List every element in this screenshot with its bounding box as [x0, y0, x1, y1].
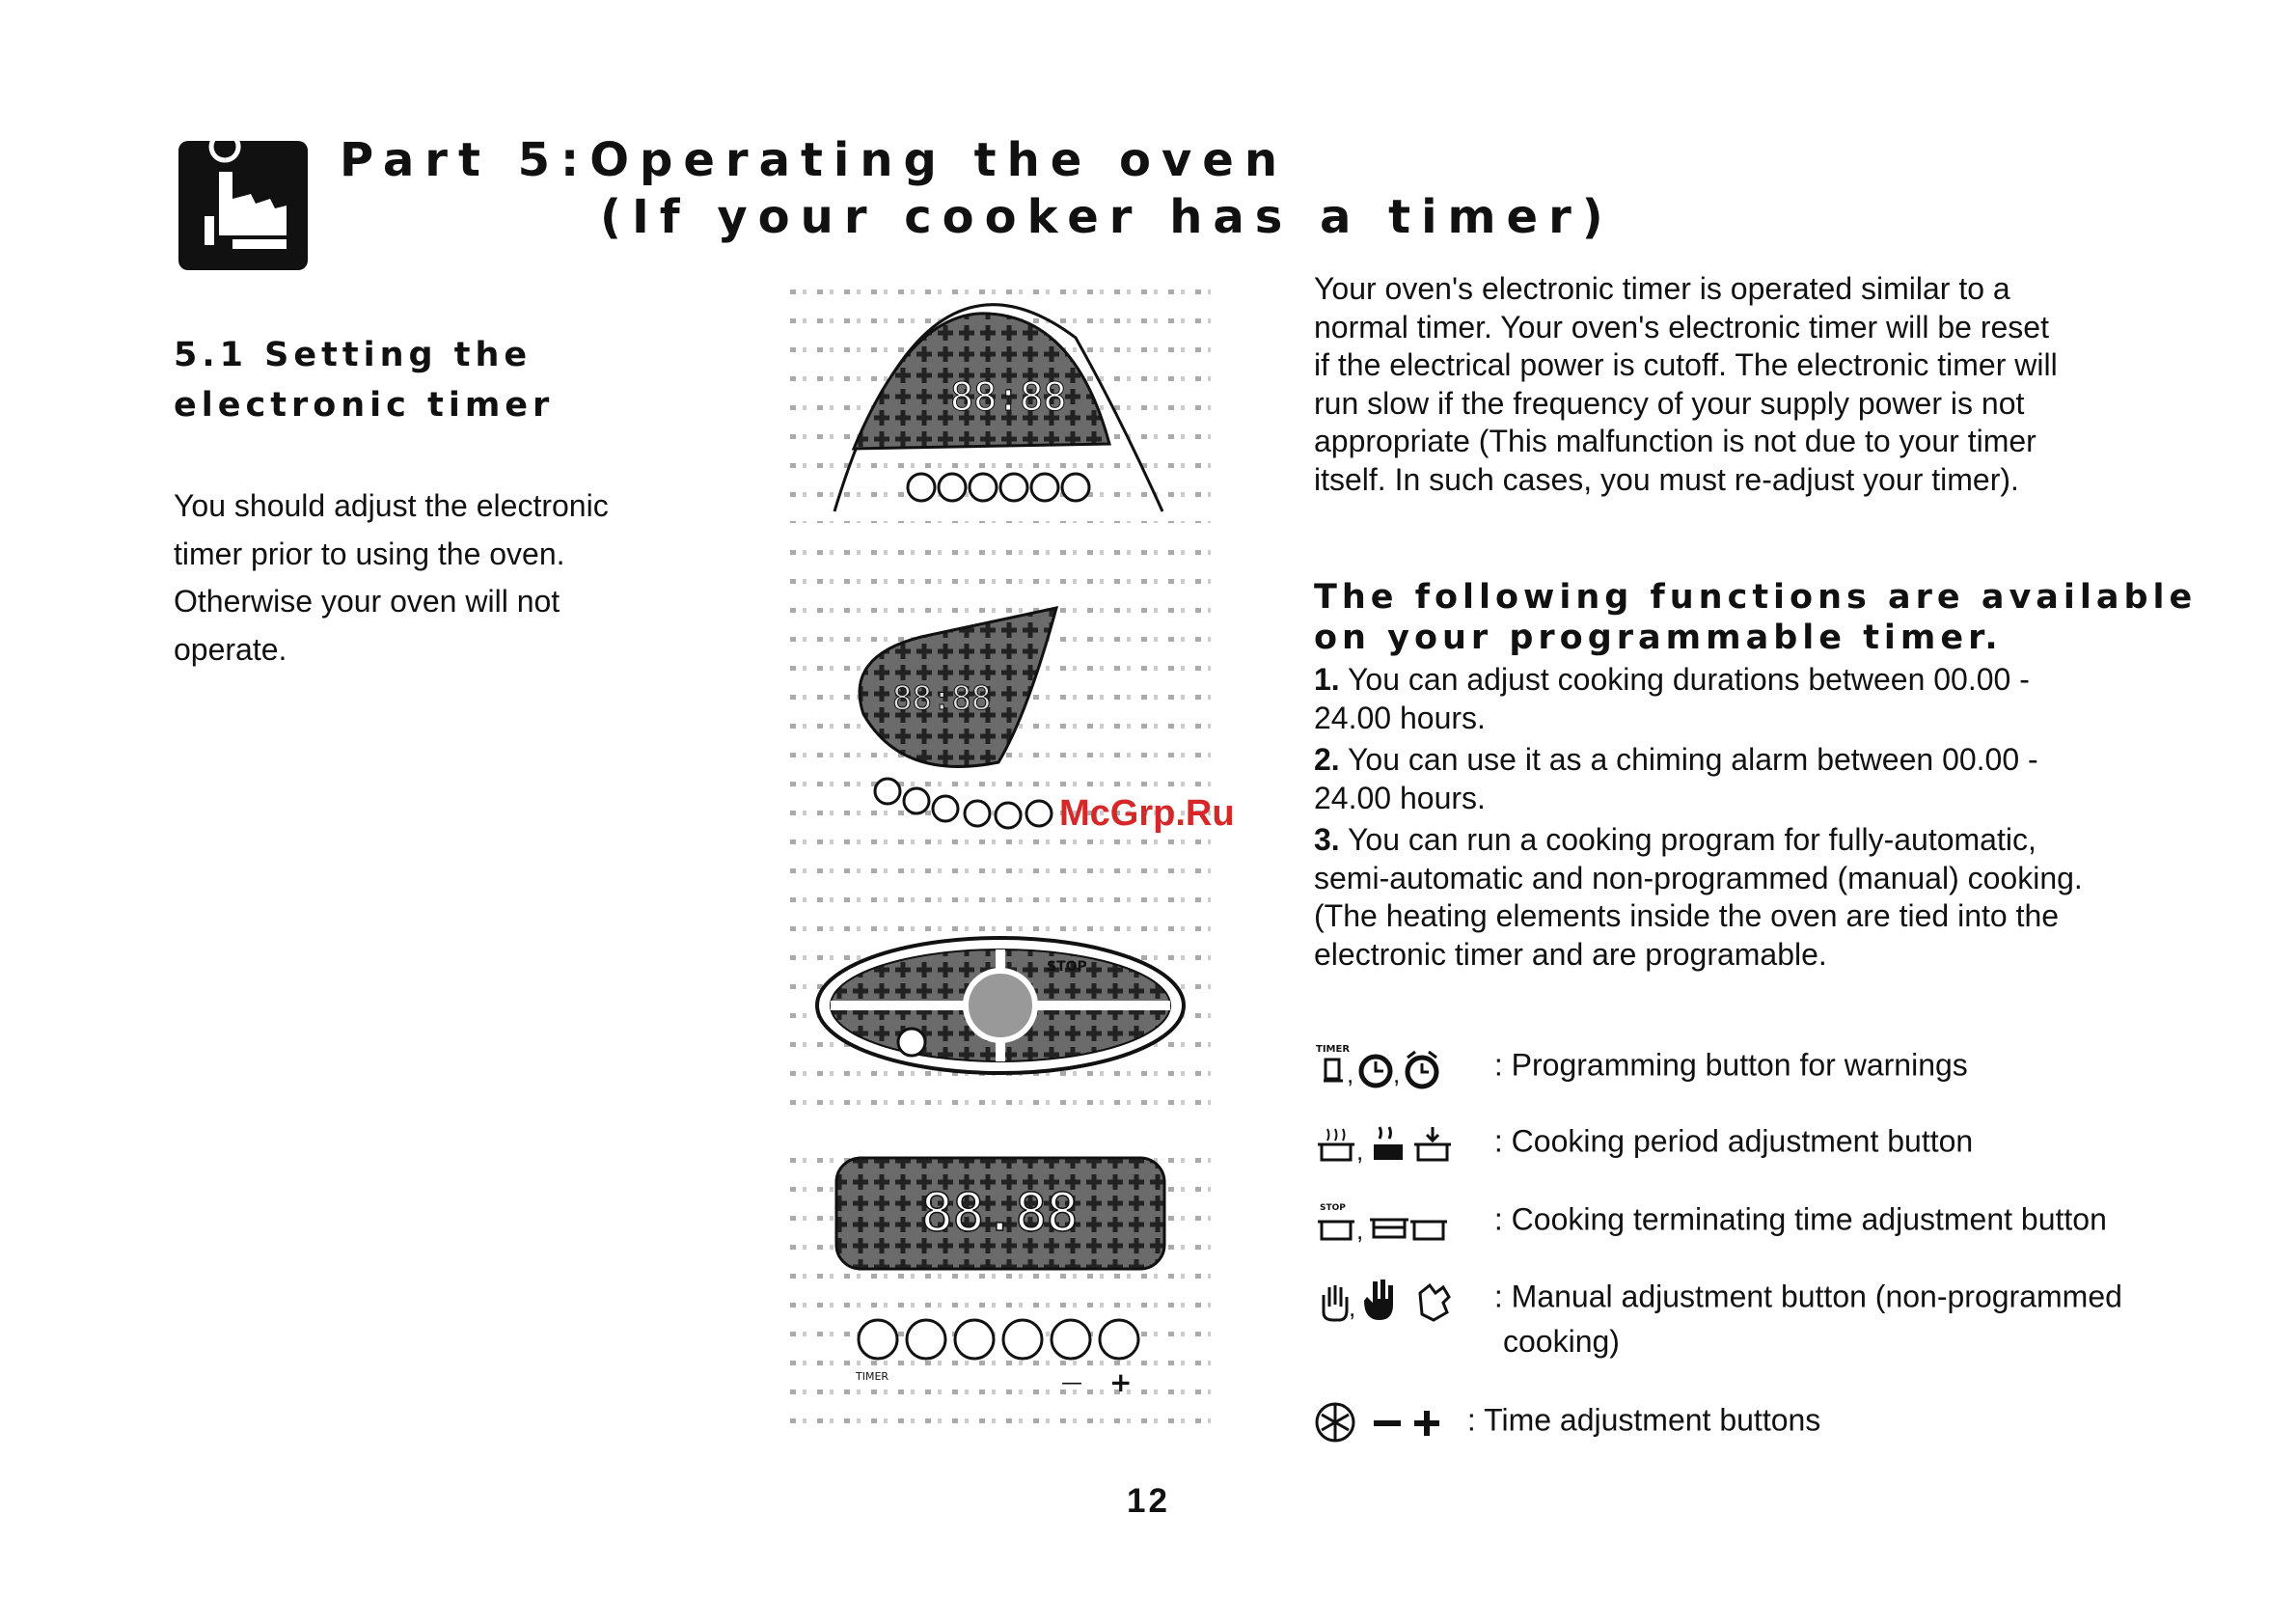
functions-heading-line: on your programmable timer.: [1314, 619, 2003, 657]
section-heading-line: 5.1 Setting the: [174, 336, 533, 374]
legend-row-manual: [1314, 1274, 2122, 1360]
hand-pointing-icon: [178, 141, 308, 270]
pot-steam-icon: [1374, 1127, 1403, 1160]
svg-text:,: ,: [1393, 1060, 1401, 1088]
list-item-cont: (The heating elements inside the oven are tied into the: [1314, 898, 2060, 933]
list-item-cont: semi-automatic and non-programmed (manual) cooking.: [1314, 860, 2083, 895]
svg-text:,: ,: [1349, 1293, 1356, 1322]
svg-text:,: ,: [1356, 1216, 1364, 1245]
hand-outline-icon: [1420, 1285, 1449, 1320]
display-digits-1: 88:88: [950, 375, 1067, 420]
plus-label: +: [1109, 1366, 1133, 1398]
knob-icon: [1317, 1404, 1353, 1441]
legend-text: : Manual adjustment button (non-programmed: [1493, 1279, 2122, 1314]
svg-text:,: ,: [1347, 1060, 1354, 1088]
page-title: Part 5:Operating the oven: [340, 133, 1288, 187]
display-digits-2: 88:88: [892, 679, 992, 718]
body-line: Otherwise your oven will not: [174, 584, 560, 619]
legend-text-cont: cooking): [1503, 1324, 1620, 1359]
list-item: 2. You can use it as a chiming alarm between 00.00 -: [1314, 742, 2038, 777]
section-heading-line: electronic timer: [174, 386, 555, 425]
list-item-cont: 24.00 hours.: [1314, 700, 1486, 735]
legend-text: : Time adjustment buttons: [1466, 1402, 1821, 1438]
legend-row-time-adjust: [1314, 1397, 1820, 1447]
intro-line: itself. In such cases, you must re-adjust your timer).: [1314, 461, 2019, 497]
body-line: operate.: [174, 631, 287, 667]
minus-icon: [1374, 1420, 1401, 1426]
page-number: 12: [1127, 1482, 1170, 1520]
body-line: timer prior to using the oven.: [174, 536, 565, 571]
stop-pot-icon-2: [1370, 1220, 1447, 1239]
section-body: [174, 482, 609, 674]
stop-label: STOP: [1047, 959, 1087, 975]
pot-arrow-icon: [1414, 1127, 1451, 1160]
stop-label-icon: STOP: [1320, 1203, 1346, 1213]
bell-icon: [1324, 1060, 1343, 1081]
legend-text: : Cooking terminating time adjustment button: [1493, 1201, 2107, 1237]
functions-heading: [1314, 577, 2197, 658]
functions-heading-line: The following functions are available: [1314, 578, 2198, 617]
legend-text: : Cooking period adjustment button: [1493, 1123, 1974, 1159]
timer-label: TIMER: [856, 1370, 889, 1383]
intro-line: if the electrical power is cutoff. The electronic timer will: [1314, 347, 2058, 382]
svg-text:,: ,: [1356, 1137, 1364, 1166]
legend-text: : Programming button for warnings: [1493, 1047, 1968, 1083]
hand-filled-icon: [1364, 1280, 1393, 1320]
stop-pot-icon: [1318, 1222, 1354, 1239]
legend-row-terminating: [1314, 1197, 2107, 1247]
timer-panels-illustration: [786, 280, 1211, 1423]
list-item-cont: electronic timer and are programable.: [1314, 936, 1827, 972]
body-line: You should adjust the electronic: [174, 488, 609, 523]
intro-line: run slow if the frequency of your supply power is not: [1314, 385, 2025, 421]
watermark: McGrp.Ru: [1059, 793, 1235, 834]
intro-line: normal timer. Your oven's electronic timer will be reset: [1314, 309, 2049, 344]
list-item: 3. You can run a cooking program for fully-automatic,: [1314, 822, 2036, 857]
clock-icon: [1361, 1057, 1390, 1086]
intro-line: Your oven's electronic timer is operated similar to a: [1314, 271, 2010, 306]
list-item: 1. You can adjust cooking durations between 00.00 -: [1314, 662, 2030, 697]
page-subtitle: (If your cooker has a timer): [600, 190, 1614, 244]
intro-line: appropriate (This malfunction is not due to your timer: [1314, 424, 2036, 458]
alarm-clock-icon: [1408, 1052, 1436, 1087]
minus-label: —: [1061, 1371, 1082, 1395]
functions-list: [1314, 661, 2083, 974]
hand-icon: [1324, 1285, 1347, 1320]
legend-row-warnings: [1314, 1040, 1968, 1094]
section-heading: [174, 330, 554, 430]
list-item-cont: 24.00 hours.: [1314, 780, 1486, 815]
plus-icon: [1414, 1411, 1439, 1436]
pot-icon: [1318, 1129, 1354, 1160]
display-digits-4: 88.88: [921, 1182, 1079, 1243]
legend-row-cooking-period: [1314, 1119, 1973, 1168]
timer-label-icon: TIMER: [1316, 1044, 1351, 1055]
intro-paragraph: [1314, 270, 2058, 499]
